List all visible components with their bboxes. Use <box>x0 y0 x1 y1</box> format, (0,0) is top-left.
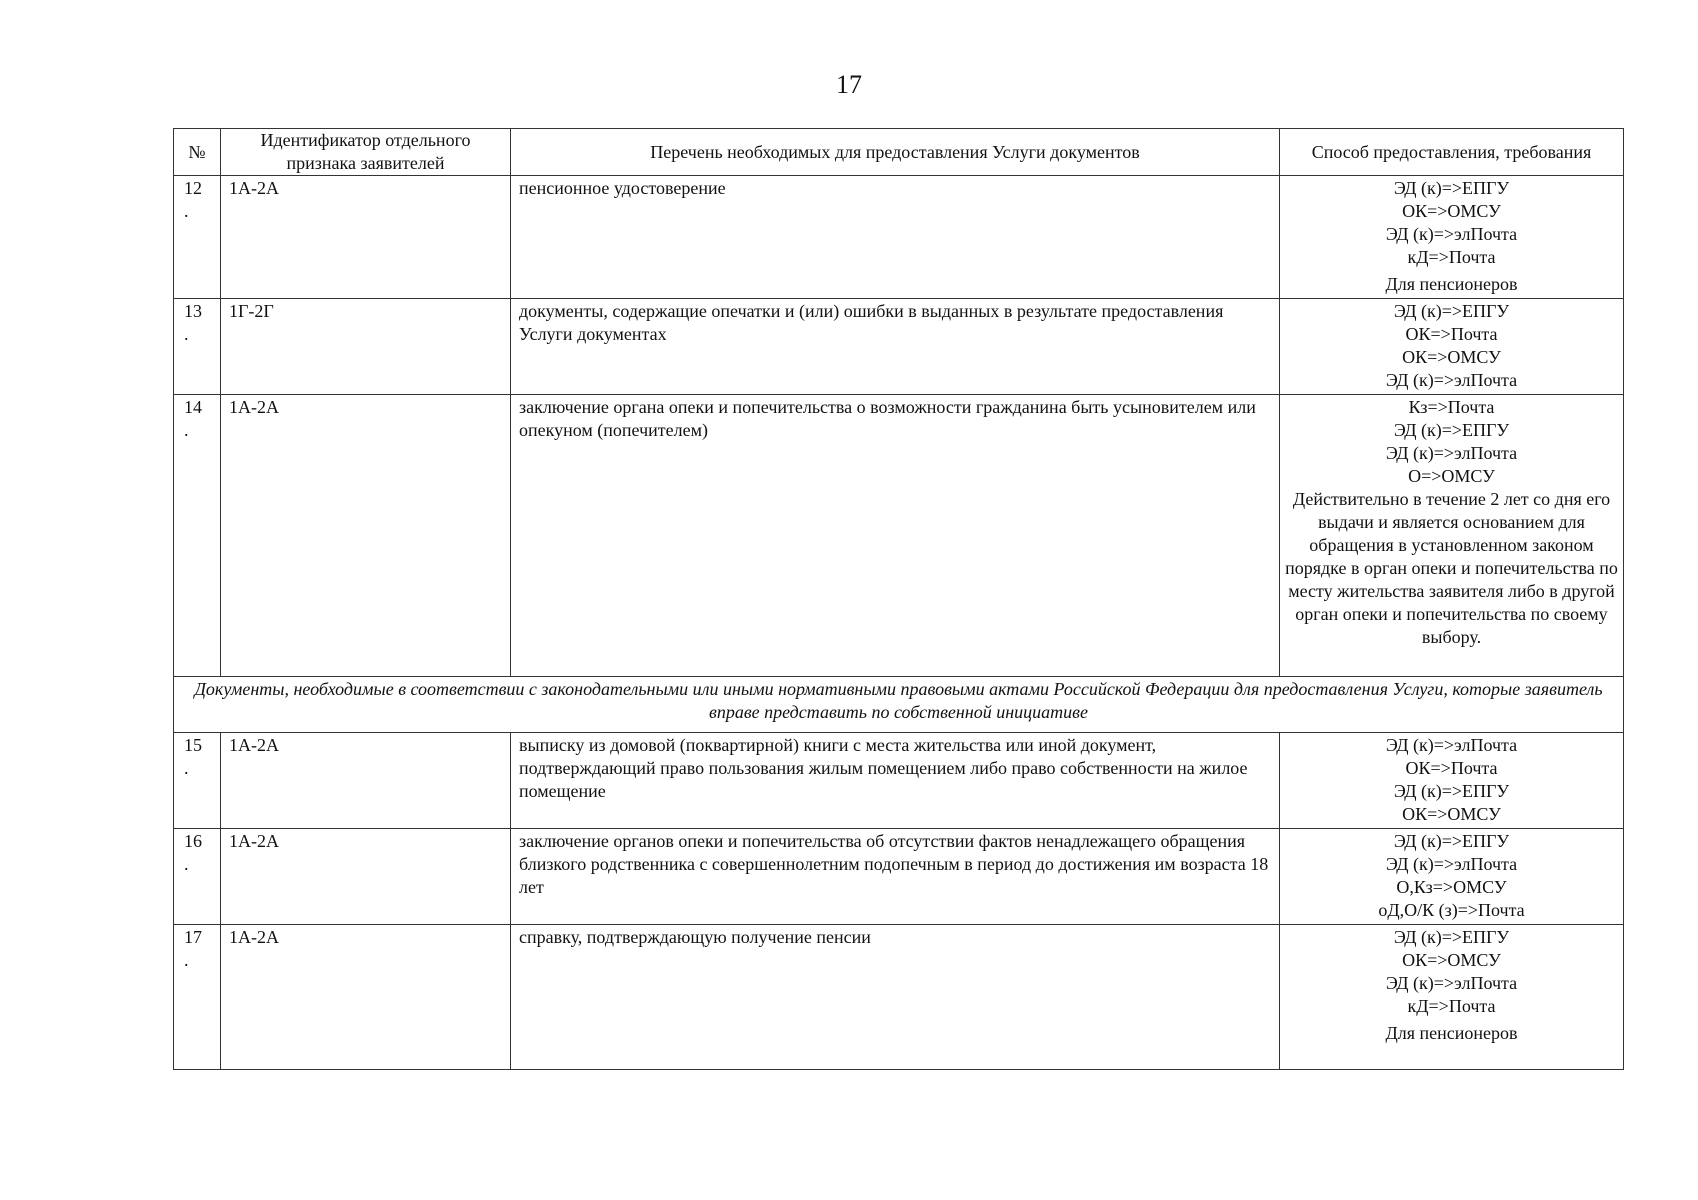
row-number-dot: . <box>184 201 189 221</box>
method-line: Кз=>Почта <box>1408 397 1495 417</box>
row-method <box>1280 395 1624 677</box>
header-num: № <box>174 129 221 176</box>
method-note: Для пенсионеров <box>1385 274 1518 294</box>
row-document: пенсионное удостоверение <box>511 176 1280 299</box>
method-line: О,Кз=>ОМСУ <box>1396 877 1507 897</box>
row-number-cell <box>174 925 221 1070</box>
method-line: ОК=>Почта <box>1405 324 1498 344</box>
method-line: ЭД (к)=>ЕПГУ <box>1393 178 1510 198</box>
row-number-cell <box>174 829 221 925</box>
table-row <box>174 829 1624 925</box>
row-number-cell <box>174 395 221 677</box>
row-document: выписку из домовой (поквартирной) книги с места жительства или иной документ, подтверждающий право пользования жилым помещением либо право собственности на жилое помещение <box>511 733 1280 829</box>
row-method <box>1280 925 1624 1070</box>
method-line: ЭД (к)=>элПочта <box>1385 370 1518 390</box>
header-identifier: Идентификатор отдельного признака заявителей <box>221 129 511 176</box>
method-line: кД=>Почта <box>1407 996 1496 1016</box>
method-note: Для пенсионеров <box>1385 1023 1518 1043</box>
method-line: оД,О/К (з)=>Почта <box>1378 900 1525 920</box>
section-heading-row <box>174 677 1624 733</box>
method-line: ЭД (к)=>ЕПГУ <box>1393 301 1510 321</box>
method-line: ОК=>ОМСУ <box>1402 804 1501 824</box>
page-number: 17 <box>836 70 862 99</box>
row-method <box>1280 829 1624 925</box>
header-documents: Перечень необходимых для предоставления Услуги документов <box>511 129 1280 176</box>
header-method: Способ предоставления, требования <box>1280 129 1624 176</box>
row-number-dot: . <box>184 854 189 874</box>
row-identifier: 1А-2А <box>221 925 511 1070</box>
row-number-cell <box>174 176 221 299</box>
method-line: ЭД (к)=>элПочта <box>1385 854 1518 874</box>
row-number: 15 <box>184 735 202 755</box>
row-number-cell <box>174 733 221 829</box>
row-identifier: 1А-2А <box>221 176 511 299</box>
method-line: ЭД (к)=>элПочта <box>1385 973 1518 993</box>
documents-table <box>173 128 1624 1070</box>
row-document: заключение органа опеки и попечительства о возможности гражданина быть усыновителем или опекуном (попечителем) <box>511 395 1280 677</box>
row-number: 14 <box>184 397 202 417</box>
row-number-dot: . <box>184 950 189 970</box>
table-row <box>174 299 1624 395</box>
row-number-cell <box>174 299 221 395</box>
method-line: ЭД (к)=>ЕПГУ <box>1393 420 1510 440</box>
row-number-dot: . <box>184 420 189 440</box>
row-document: заключение органов опеки и попечительства об отсутствии фактов ненадлежащего обращения близкого родственника с совершеннолетним подопечным в период до достижения им возраста 18 лет <box>511 829 1280 925</box>
row-method <box>1280 176 1624 299</box>
method-line: ЭД (к)=>ЕПГУ <box>1393 927 1510 947</box>
method-line: ОК=>Почта <box>1405 758 1498 778</box>
row-document: справку, подтверждающую получение пенсии <box>511 925 1280 1070</box>
row-identifier: 1А-2А <box>221 733 511 829</box>
section-heading: Документы, необходимые в соответствии с законодательными или иными нормативными правовыми актами Российской Федерации для предоставления Услуги, которые заявитель вправе представить по собственной инициативе <box>174 677 1624 733</box>
table-row <box>174 395 1624 677</box>
row-number-dot: . <box>184 758 189 778</box>
row-identifier: 1Г-2Г <box>221 299 511 395</box>
method-line: ЭД (к)=>ЕПГУ <box>1393 831 1510 851</box>
table-header-row <box>174 129 1624 176</box>
row-number-dot: . <box>184 324 189 344</box>
method-note: Действительно в течение 2 лет со дня его выдачи и является основанием для обращения в установленном законом порядке в орган опеки и попечительства по месту жительства заявителя либо в другой орган опеки и попечительства по своему выбору. <box>1285 489 1618 647</box>
row-identifier: 1А-2А <box>221 829 511 925</box>
row-document: документы, содержащие опечатки и (или) ошибки в выданных в результате предоставления Услуги документах <box>511 299 1280 395</box>
table-row <box>174 176 1624 299</box>
method-line: ОК=>ОМСУ <box>1402 950 1501 970</box>
row-method <box>1280 299 1624 395</box>
method-line: О=>ОМСУ <box>1408 466 1495 486</box>
method-line: ЭД (к)=>ЕПГУ <box>1393 781 1510 801</box>
row-number: 17 <box>184 927 202 947</box>
method-line: ОК=>ОМСУ <box>1402 347 1501 367</box>
method-line: ЭД (к)=>элПочта <box>1385 224 1518 244</box>
table-row <box>174 925 1624 1070</box>
method-line: ЭД (к)=>элПочта <box>1385 443 1518 463</box>
row-identifier: 1А-2А <box>221 395 511 677</box>
method-line: кД=>Почта <box>1407 247 1496 267</box>
row-number: 16 <box>184 831 202 851</box>
row-method <box>1280 733 1624 829</box>
method-line: ОК=>ОМСУ <box>1402 201 1501 221</box>
table-row <box>174 733 1624 829</box>
row-number: 13 <box>184 301 202 321</box>
row-number: 12 <box>184 178 202 198</box>
method-line: ЭД (к)=>элПочта <box>1385 735 1518 755</box>
